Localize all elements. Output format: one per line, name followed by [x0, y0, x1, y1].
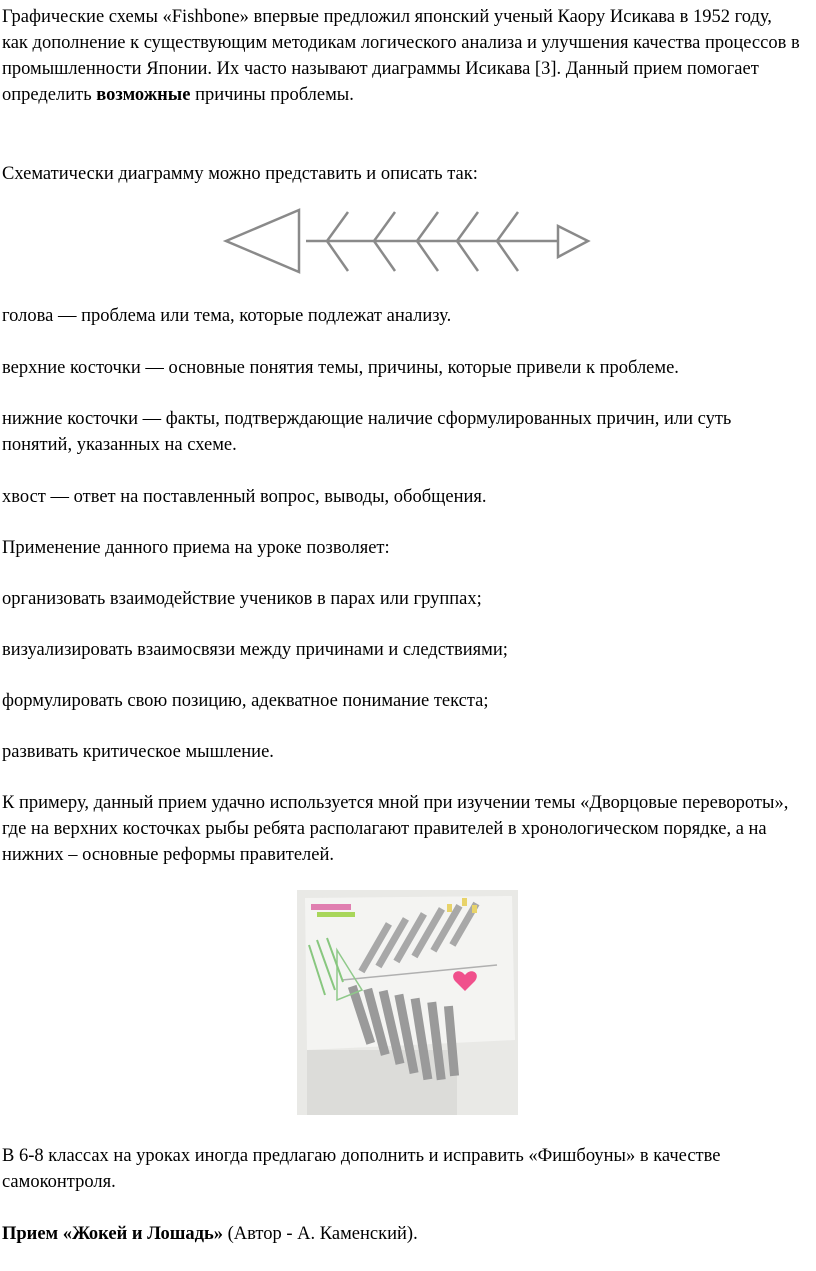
paragraph-technique-title	[2, 1221, 802, 1247]
fish-head-shape	[558, 226, 588, 257]
intro-text-end: причины проблемы.	[190, 85, 354, 105]
paragraph-grades: В 6-8 классах на уроках иногда предлагаю дополнить и исправить «Фишбоуны» в качестве самоконтроля.	[2, 1146, 721, 1192]
paragraph-intro	[2, 4, 802, 108]
paragraph-example: К примеру, данный прием удачно используется мной при изучении темы «Дворцовые перевороты», где на верхних косточках рыбы ребята располагают правителей в хронологическом порядке, а на нижних – основные реформы правителей.	[2, 793, 789, 865]
list-item-position: формулировать свою позицию, адекватное понимание текста;	[2, 691, 489, 711]
list-item-interaction: организовать взаимодействие учеников в парах или группах;	[2, 589, 482, 609]
technique-author: (Автор - А. Каменский).	[223, 1224, 418, 1244]
fishbone-photo-illustration	[297, 890, 518, 1115]
technique-name: Прием «Жокей и Лошадь»	[2, 1224, 223, 1244]
paragraph-tail: хвост — ответ на поставленный вопрос, выводы, обобщения.	[2, 487, 487, 507]
paragraph-usage: Применение данного приема на уроке позволяет:	[2, 538, 390, 558]
fish-tail-shape	[226, 210, 299, 272]
intro-bold-word: возможные	[96, 85, 191, 105]
intro-text: Графические схемы «Fishbone» впервые предложил японский ученый Каору Исикава в 1952 году, как дополнение к существующим методикам логического анализа и улучшения качества процессов в промышленности Японии. Их часто называют диаграммы Исикава [3]. Данный прием помогает определить	[2, 7, 800, 105]
list-item-critical: развивать критическое мышление.	[2, 742, 274, 762]
fishbone-photo	[297, 890, 518, 1115]
fishbone-diagram	[222, 204, 594, 276]
list-item-visualize: визуализировать взаимосвязи между причинами и следствиями;	[2, 640, 508, 660]
paragraph-head: голова — проблема или тема, которые подлежат анализу.	[2, 306, 452, 326]
paragraph-upper-bones: верхние косточки — основные понятия темы, причины, которые привели к проблеме.	[2, 358, 679, 378]
paragraph-lower-bones: нижние косточки — факты, подтверждающие наличие сформулированных причин, или суть понятий, указанных на схеме.	[2, 409, 732, 455]
paragraph-scheme-intro: Схематически диаграмму можно представить и описать так:	[2, 164, 478, 184]
